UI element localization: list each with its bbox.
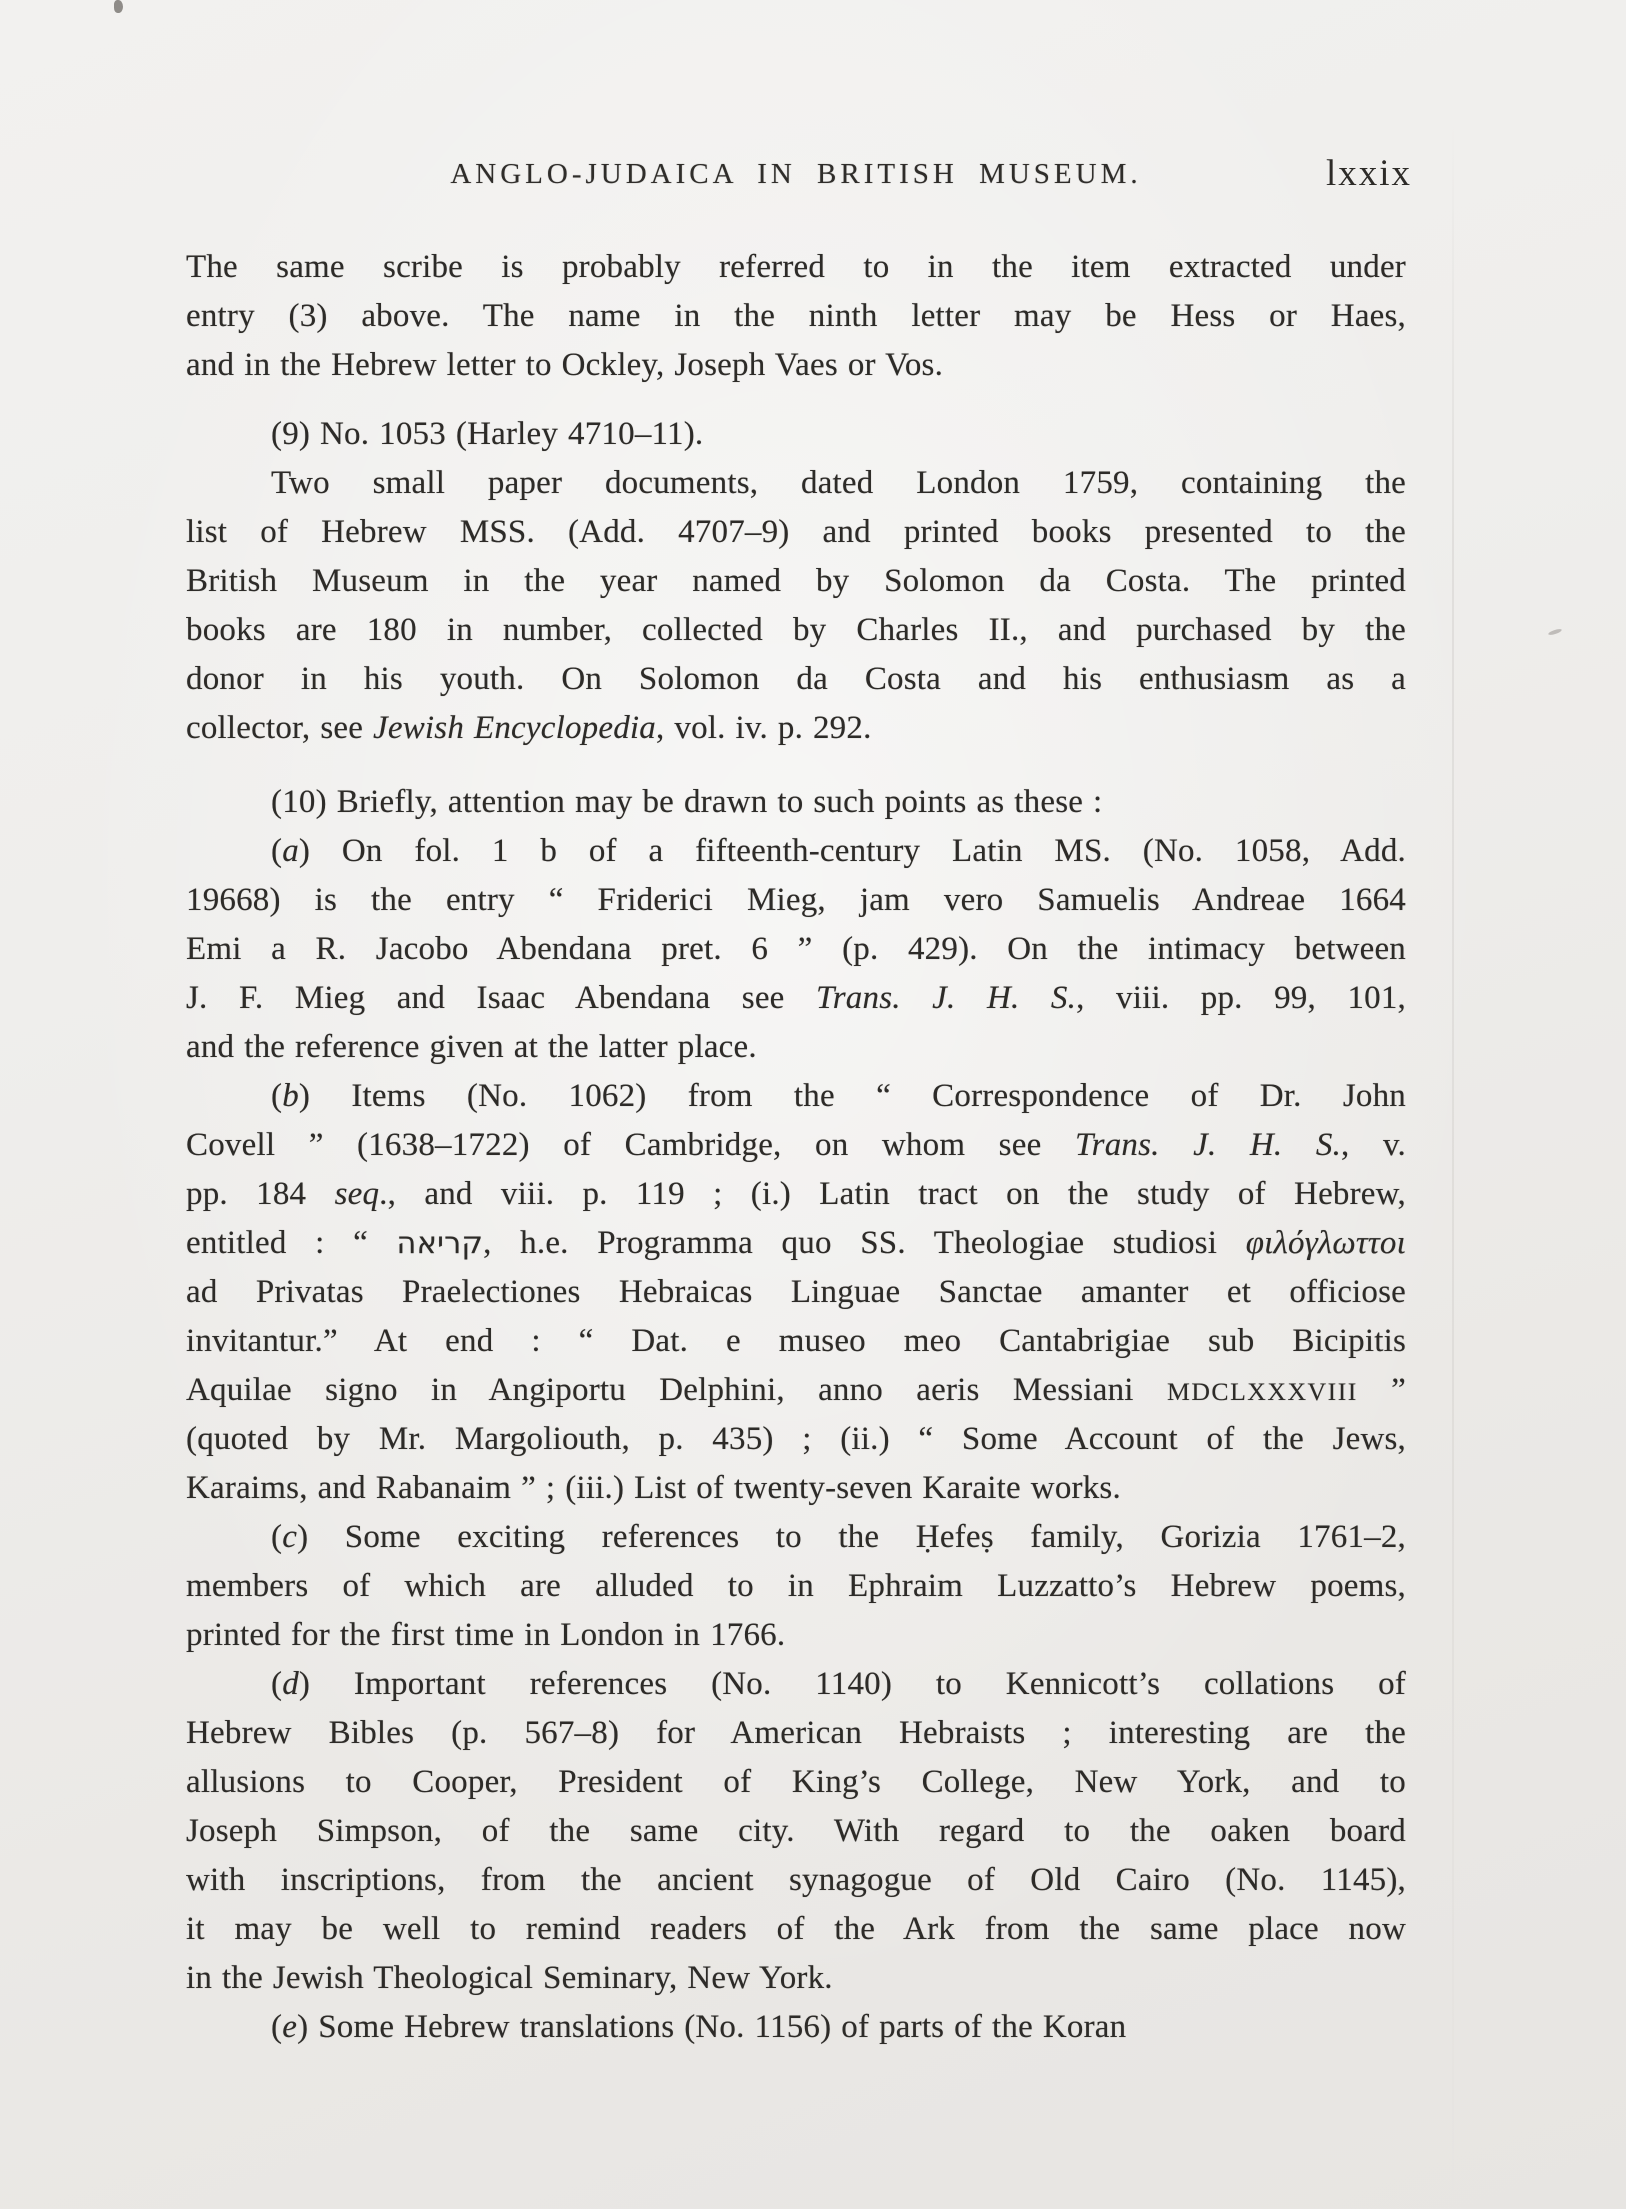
text-segment: and in the Hebrew letter to Ockley, Joseph Vaes or Vos.: [186, 347, 944, 383]
text-line: [186, 2003, 1406, 2052]
text-line: [186, 1170, 1406, 1219]
paragraph-entry-10: [186, 778, 1406, 827]
text-line: [186, 1415, 1406, 1464]
text-line: [186, 1709, 1406, 1758]
text-line: [186, 508, 1406, 557]
text-line: [186, 1023, 1406, 1072]
text-segment: (10) Briefly, attention may be drawn to such points as these :: [271, 784, 1103, 820]
text-segment: (: [271, 1519, 283, 1555]
paragraph-continuation: [186, 243, 1406, 390]
text-segment: seq: [334, 1176, 380, 1212]
paper-speck: [1548, 628, 1563, 636]
text-segment: c: [282, 1519, 298, 1555]
text-segment: b: [282, 1078, 299, 1114]
text-segment: Jewish Encyclopedia: [373, 710, 656, 746]
text-line: [186, 1219, 1406, 1268]
paragraph-entry-9-body: [186, 459, 1406, 753]
text-segment: in the Jewish Theological Seminary, New York.: [186, 1960, 833, 1996]
paper-crease: [1452, 120, 1454, 2209]
text-segment: Two small paper documents, dated London 1759, containing the: [271, 465, 1406, 501]
text-segment: Hebrew Bibles (p. 567–8) for American Hebraists ; interesting are the: [186, 1715, 1406, 1751]
text-line: [186, 410, 1406, 459]
text-segment: British Museum in the year named by Solomon da Costa. The printed: [186, 563, 1406, 599]
text-segment: e: [282, 2009, 298, 2045]
text-segment: The same scribe is probably referred to in the item extracted under: [186, 249, 1406, 285]
text-segment: ) Important references (No. 1140) to Kennicott’s collations of: [298, 1666, 1406, 1702]
running-header: [186, 153, 1412, 202]
text-segment: Trans. J. H. S.: [1074, 1127, 1342, 1163]
text-segment: , h.e. Programma quo SS. Theologiae studiosi: [483, 1225, 1246, 1261]
text-segment: (: [271, 1666, 283, 1702]
text-line: [186, 1513, 1406, 1562]
text-line: [186, 1317, 1406, 1366]
paragraph-item-b: [186, 1072, 1406, 1513]
text-segment: Trans. J. H. S.: [816, 980, 1077, 1016]
text-segment: MDCLXXXVIII: [1166, 1377, 1358, 1406]
text-segment: a: [282, 833, 299, 869]
text-segment: Karaims, and Rabanaim ” ; (iii.) List of twenty-seven Karaite works.: [186, 1470, 1121, 1506]
text-segment: pp. 184: [186, 1176, 335, 1212]
text-segment: ”: [1357, 1372, 1406, 1408]
text-segment: (: [271, 833, 283, 869]
text-line: [186, 1464, 1406, 1513]
text-segment: Emi a R. Jacobo Abendana pret. 6 ” (p. 429). On the intimacy between: [186, 931, 1406, 967]
text-segment: , v.: [1341, 1127, 1406, 1163]
text-segment: Covell ” (1638–1722) of Cambridge, on whom see: [186, 1127, 1075, 1163]
text-line: [186, 704, 1406, 753]
text-line: [186, 606, 1406, 655]
text-segment: allusions to Cooper, President of King’s College, New York, and to: [186, 1764, 1406, 1800]
text-segment: printed for the first time in London in 1766.: [186, 1617, 786, 1653]
paragraph-item-d: [186, 1660, 1406, 2003]
text-segment: ) Some Hebrew translations (No. 1156) of parts of the Koran: [297, 2009, 1127, 2045]
hebrew-text: קריאה: [396, 1226, 484, 1261]
text-segment: members of which are alluded to in Ephraim Luzzatto’s Hebrew poems,: [186, 1568, 1406, 1604]
text-line: [186, 341, 1406, 390]
text-line: [186, 778, 1406, 827]
text-segment: , viii. pp. 99, 101,: [1076, 980, 1406, 1016]
text-segment: entry (3) above. The name in the ninth letter may be Hess or Haes,: [186, 298, 1406, 334]
text-line: [186, 1268, 1406, 1317]
text-segment: ) Some exciting references to the Ḥefeṣ family, Gorizia 1761–2,: [297, 1519, 1406, 1555]
text-line: [186, 459, 1406, 508]
paragraph-item-c: [186, 1513, 1406, 1660]
text-segment: d: [282, 1666, 299, 1702]
text-line: [186, 1758, 1406, 1807]
page-number: lxxix: [1325, 153, 1412, 194]
text-segment: (: [271, 1078, 283, 1114]
text-segment: books are 180 in number, collected by Charles II., and purchased by the: [186, 612, 1406, 648]
text-segment: Aquilae signo in Angiportu Delphini, anno aeris Messiani: [186, 1372, 1167, 1408]
text-segment: ) On fol. 1 b of a fifteenth-century Latin MS. (No. 1058, Add.: [298, 833, 1406, 869]
text-line: [186, 1905, 1406, 1954]
paragraph-item-e: [186, 2003, 1406, 2052]
body-text: [186, 243, 1406, 2052]
text-line: [186, 1954, 1406, 2003]
text-segment: J. F. Mieg and Isaac Abendana see: [186, 980, 817, 1016]
paragraph-entry-9: [186, 410, 1406, 459]
text-segment: ., and viii. p. 119 ; (i.) Latin tract on the study of Hebrew,: [379, 1176, 1406, 1212]
text-segment: 19668) is the entry “ Friderici Mieg, jam vero Samuelis Andreae 1664: [186, 882, 1406, 918]
text-line: [186, 655, 1406, 704]
text-segment: entitled : “: [186, 1225, 397, 1261]
text-line: [186, 925, 1406, 974]
text-segment: it may be well to remind readers of the Ark from the same place now: [186, 1911, 1406, 1947]
text-segment: list of Hebrew MSS. (Add. 4707–9) and printed books presented to the: [186, 514, 1406, 550]
paragraph-item-a: [186, 827, 1406, 1072]
text-line: [186, 974, 1406, 1023]
paper-speck: [114, 0, 123, 13]
page-title: ANGLO-JUDAICA IN BRITISH MUSEUM.: [450, 158, 1142, 190]
text-segment: ad Privatas Praelectiones Hebraicas Linguae Sanctae amanter et officiose: [186, 1274, 1406, 1310]
text-line: [186, 1856, 1406, 1905]
text-segment: and the reference given at the latter place.: [186, 1029, 757, 1065]
text-segment: (quoted by Mr. Margoliouth, p. 435) ; (ii.) “ Some Account of the Jews,: [186, 1421, 1406, 1457]
text-segment: ) Items (No. 1062) from the “ Correspondence of Dr. John: [298, 1078, 1406, 1114]
text-line: [186, 1121, 1406, 1170]
text-line: [186, 1807, 1406, 1856]
text-segment: with inscriptions, from the ancient synagogue of Old Cairo (No. 1145),: [186, 1862, 1406, 1898]
text-segment: (9) No. 1053 (Harley 4710–11).: [271, 416, 704, 452]
text-line: [186, 1660, 1406, 1709]
text-segment: collector, see: [186, 710, 374, 746]
text-line: [186, 876, 1406, 925]
text-line: [186, 1611, 1406, 1660]
text-segment: φιλόγλωττοι: [1245, 1225, 1406, 1261]
text-segment: donor in his youth. On Solomon da Costa and his enthusiasm as a: [186, 661, 1406, 697]
text-segment: (: [271, 2009, 283, 2045]
text-line: [186, 292, 1406, 341]
text-segment: Joseph Simpson, of the same city. With regard to the oaken board: [186, 1813, 1406, 1849]
text-segment: invitantur.” At end : “ Dat. e museo meo Cantabrigiae sub Bicipitis: [186, 1323, 1406, 1359]
text-line: [186, 1072, 1406, 1121]
text-line: [186, 1366, 1406, 1415]
text-line: [186, 827, 1406, 876]
text-line: [186, 557, 1406, 606]
text-segment: , vol. iv. p. 292.: [655, 710, 872, 746]
text-line: [186, 243, 1406, 292]
text-line: [186, 1562, 1406, 1611]
